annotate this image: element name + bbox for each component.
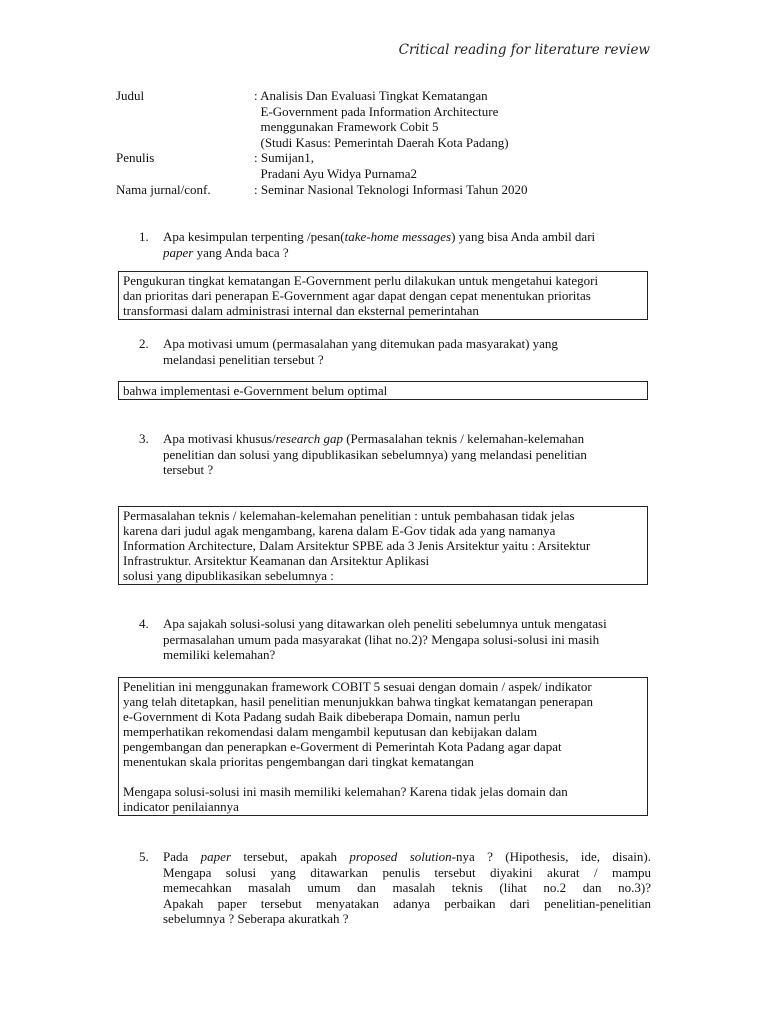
judul-line: E-Government pada Information Architecture bbox=[254, 103, 499, 119]
answer-box-4 bbox=[118, 677, 648, 816]
q3-emphasis: research gap bbox=[275, 431, 343, 446]
meta-row-judul bbox=[116, 88, 528, 150]
q2-line: Apa motivasi umum (permasalahan yang ditemukan pada masyarakat) yang bbox=[163, 336, 558, 351]
q5-line: sebelumnya ? Seberapa akuratkah ? bbox=[163, 911, 349, 927]
penulis-line: : Sumijan1, bbox=[254, 150, 314, 166]
question-number: 4. bbox=[139, 616, 149, 631]
penulis-line: Pradani Ayu Widya Purnama2 bbox=[254, 165, 418, 181]
question-1 bbox=[139, 229, 651, 260]
q5-line: Apakah paper tersebut menyatakan adanya perbaikan dari penelitian-penelitian bbox=[163, 895, 651, 911]
question-text bbox=[163, 336, 651, 367]
q1-emphasis: take-home messages bbox=[344, 229, 452, 244]
answer-line: e-Government di Kota Padang sudah Baik dibeberapa Domain, namun perlu bbox=[123, 709, 521, 724]
penulis-label: Penulis bbox=[116, 150, 155, 166]
penulis-value bbox=[254, 150, 417, 181]
answer-line: menentukan skala prioritas pengembangan dari tingkat kematangan bbox=[123, 754, 474, 769]
question-number: 1. bbox=[139, 229, 149, 244]
answer-box-3 bbox=[118, 506, 648, 585]
q3-line: penelitian dan solusi yang dipublikasikan sebelumnya) yang melandasi penelitian bbox=[163, 446, 587, 462]
q2-line: melandasi penelitian tersebut ? bbox=[163, 351, 324, 367]
q1-text-a: Apa kesimpulan terpenting /pesan( bbox=[163, 229, 345, 244]
answer-line: Penelitian ini menggunakan framework COBIT 5 sesuai dengan domain / aspek/ indikator bbox=[123, 679, 592, 694]
answer-box-1 bbox=[118, 271, 648, 320]
question-5 bbox=[139, 849, 651, 927]
paper-metadata bbox=[116, 88, 528, 197]
answer-line: karena dari judul agak mengambang, karena dalam E-Gov tidak ada yang namanya bbox=[123, 523, 556, 538]
answer-line: memperhatikan rekomendasi dalam mengambil keputusan dan kebijakan dalam bbox=[123, 724, 538, 739]
page-header-title: Critical reading for literature review bbox=[398, 42, 650, 58]
q5-emphasis-paper: paper bbox=[200, 849, 232, 864]
question-2 bbox=[139, 336, 651, 367]
answer-line: indicator penilaiannya bbox=[123, 799, 239, 814]
judul-line: (Studi Kasus: Pemerintah Daerah Kota Padang) bbox=[254, 134, 509, 150]
q5-text-c: -nya ? (Hipothesis, ide, disain). bbox=[451, 849, 651, 864]
question-4 bbox=[139, 616, 651, 663]
answer-line: bahwa implementasi e-Government belum optimal bbox=[123, 383, 388, 398]
q4-line: Apa sajakah solusi-solusi yang ditawarkan oleh peneliti sebelumnya untuk mengatasi bbox=[163, 616, 607, 631]
question-text bbox=[163, 431, 651, 478]
q5-line bbox=[163, 849, 651, 865]
question-text bbox=[163, 849, 651, 927]
q5-line: Mengapa solusi yang ditawarkan penulis tersebut diyakini akurat / mampu bbox=[163, 864, 651, 880]
q5-emphasis-proposed: proposed solution bbox=[349, 849, 452, 864]
judul-line: menggunakan Framework Cobit 5 bbox=[254, 119, 439, 135]
answer-line: Permasalahan teknis / kelemahan-kelemahan penelitian : untuk pembahasan tidak jelas bbox=[123, 508, 575, 523]
q3-text-b: (Permasalahan teknis / kelemahan-kelemahan bbox=[342, 431, 585, 446]
answer-line: Mengapa solusi-solusi ini masih memiliki kelemahan? Karena tidak jelas domain dan bbox=[123, 784, 568, 799]
judul-line: : Analisis Dan Evaluasi Tingkat Kematangan bbox=[254, 88, 488, 103]
question-number: 2. bbox=[139, 336, 149, 351]
q3-text-a: Apa motivasi khusus/ bbox=[163, 431, 276, 446]
answer-line: dan prioritas dari penerapan E-Government agar dapat dengan cepat menentukan prioritas bbox=[123, 288, 591, 303]
q4-line: permasalahan umum pada masyarakat (lihat no.2)? Mengapa solusi-solusi ini masih bbox=[163, 631, 600, 647]
judul-label: Judul bbox=[116, 88, 145, 103]
answer-line: yang telah ditetapkan, hasil penelitian menunjukkan bahwa tingkat kematangan penerapan bbox=[123, 694, 593, 709]
answer-line: solusi yang dipublikasikan sebelumnya : bbox=[123, 568, 334, 583]
meta-row-jurnal bbox=[116, 182, 528, 198]
q1-text-c: yang Anda baca ? bbox=[193, 244, 289, 260]
q5-text-b: tersebut, apakah bbox=[231, 849, 350, 864]
meta-row-penulis bbox=[116, 150, 528, 181]
answer-line: transformasi dalam administrasi internal dan eksternal pemerintahan bbox=[123, 303, 479, 318]
q1-emphasis-paper: paper bbox=[163, 244, 194, 260]
q5-text-a: Pada bbox=[163, 849, 201, 864]
answer-line: Infrastruktur. Arsitektur Keamanan dan Arsitektur Aplikasi bbox=[123, 553, 430, 568]
judul-value bbox=[254, 88, 509, 150]
q3-line: tersebut ? bbox=[163, 462, 214, 478]
answer-line: pengembangan dan penerapkan e-Goverment di Pemerintah Kota Padang agar dapat bbox=[123, 739, 562, 754]
answer-line: Pengukuran tingkat kematangan E-Government perlu dilakukan untuk mengetahui kategori bbox=[123, 273, 599, 288]
q1-text-b: ) yang bisa Anda ambil dari bbox=[451, 229, 596, 244]
question-number: 3. bbox=[139, 431, 149, 446]
question-text bbox=[163, 229, 651, 260]
jurnal-value: : Seminar Nasional Teknologi Informasi Tahun 2020 bbox=[254, 181, 528, 197]
jurnal-label: Nama jurnal/conf. bbox=[116, 181, 211, 197]
answer-box-2 bbox=[118, 381, 648, 400]
question-number: 5. bbox=[139, 849, 149, 864]
answer-line: Information Architecture, Dalam Arsitektur SPBE ada 3 Jenis Arsitektur yaitu : Arsitektur bbox=[123, 538, 591, 553]
q4-line: memiliki kelemahan? bbox=[163, 647, 276, 663]
question-text bbox=[163, 616, 651, 663]
question-3 bbox=[139, 431, 651, 478]
q5-line: memecahkan masalah umum dan masalah teknis (lihat no.2 dan no.3)? bbox=[163, 880, 651, 896]
